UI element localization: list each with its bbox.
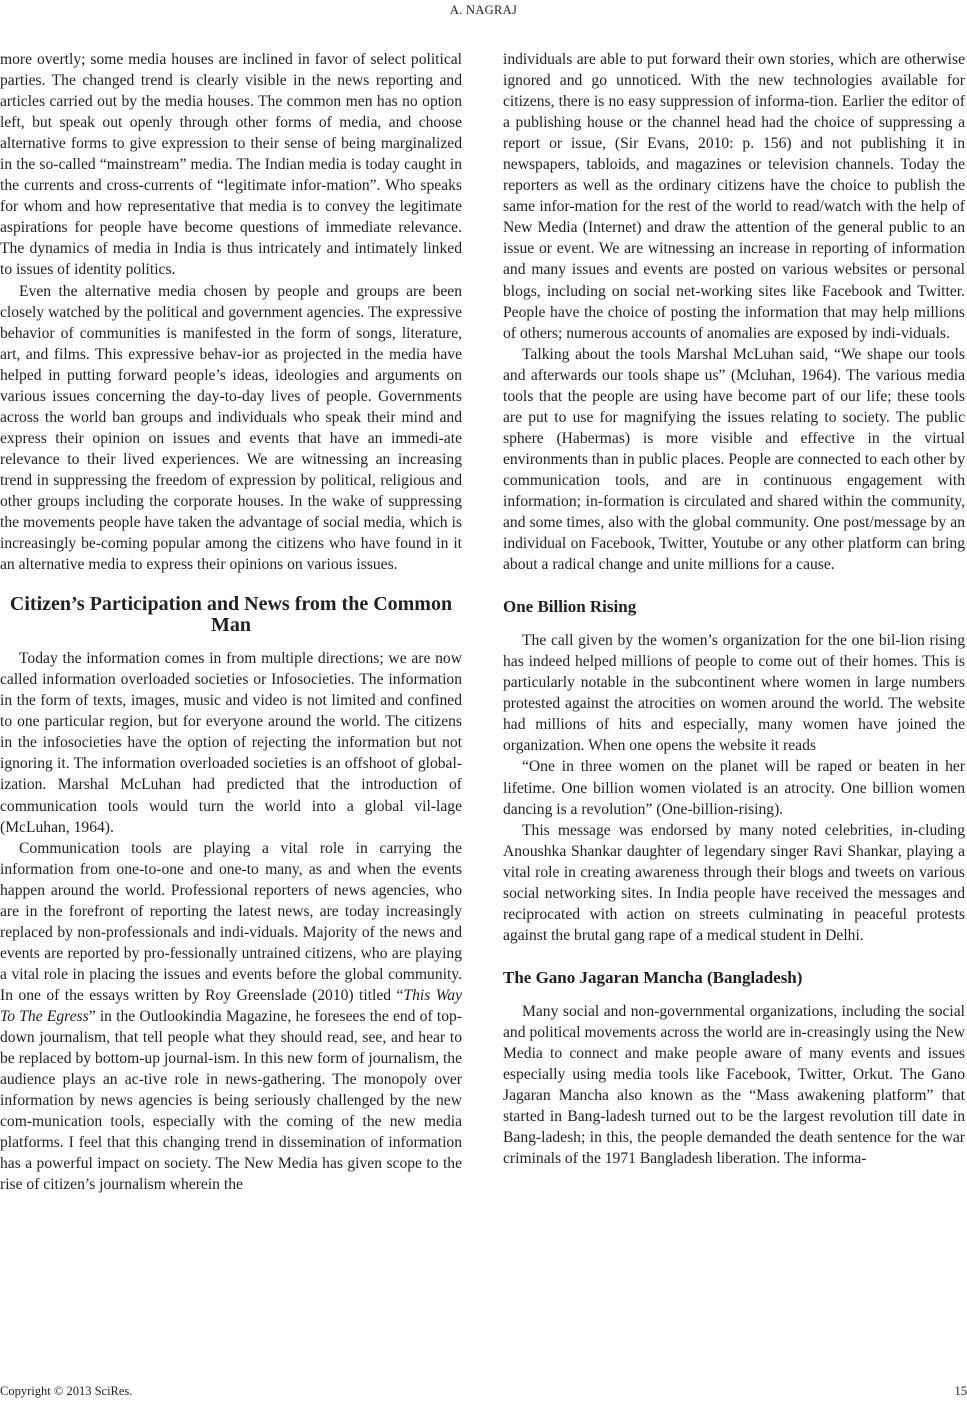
right-column [503,49,965,1169]
right-paragraph-5: This message was endorsed by many noted celebrities, in-cluding Anoushka Shankar daughter of legendary singer Ravi Shankar, playing a vital role in creating awareness through their blogs and tweets on various social networking sites. In India people have received the messages and reciprocated with action on streets culminating in peaceful protests against the brutal gang rape of a medical student in Delhi. [503,821,965,944]
running-head: A. NAGRAJ [449,3,518,17]
right-paragraph-4-quote: “One in three women on the planet will be raped or beaten in her lifetime. One billion women violated is an atrocity. One billion women dancing is a revolution” (One-billion-rising). [503,758,965,818]
right-paragraph-6: Many social and non-governmental organizations, including the social and political movements across the world are in-creasingly using the New Media to connect and make people aware of many events and issues especially using media tools like Facebook, Twitter, Orkut. The Gano Jagaran Mancha also known as the “Mass awakening platform” that started in Bang-ladesh turned out to be the largest revolution till date in Bang-ladesh; in this, the people demanded the death sentence for the war criminals of the 1971 Bangladesh liberation. The informa- [503,1002,965,1168]
subsection-title-one-billion-rising: One Billion Rising [503,597,637,617]
right-paragraph-3: The call given by the women’s organization for the one bil-lion rising has indeed helped millions of people to come out of their homes. This is particularly notable in the subcontinent where women in large numbers protested against the atrocities on women around the world. The website had millions of hits and especially, many women have joined the organization. When one opens the website it reads [503,632,965,755]
left-paragraph-4-part-b: ” in the Outlookindia Magazine, he foresees the end of top-down journalism, that tell people what they should read, see, and hear to be replaced by bottom-up journal-ism. In this new form of journalism, the audience plays an ac-tive role in news-gathering. The monopoly over information by news agencies is being seriously challenged by the new com-munication tools, especially with the coming of the new media platforms. I feel that this changing trend in dissemination of information has a powerful impact on society. The New Media has given scope to the rise of citizen’s journalism wherein the [0,1007,462,1194]
left-paragraph-4 [0,838,462,1196]
subsection-title-gano-jagaran: The Gano Jagaran Mancha (Bangladesh) [503,967,803,987]
essay-title: This Way To The Egress [0,986,462,1025]
right-paragraph-1: individuals are able to put forward their own stories, which are otherwise ignored and go unnoticed. With the new technologies available for citizens, there is no easy suppression of informa-tion. Earlier the editor of a publishing house or the channel head had the choice of suppressing a report or issue, (Sir Evans, 2010: p. 156) and not publishing it in newspapers, tabloids, and magazines or television channels. Today the reporters as well as the ordinary citizens have the choice to publish the same infor-mation for the rest of the world to read/watch with the help of New Media (Internet) and draw the attention of the general public to an issue or event. We are witnessing an increase in reporting of information and many issues and events are posted on various websites or personal blogs, including on social net-working sites like Facebook and Twitter. People have the choice of posting the information that may help millions of others; numerous accounts of anomalies are exposed by indi-viduals. [503,51,965,342]
copyright-notice: Copyright © 2013 SciRes. [0,1384,133,1398]
section-title: Citizen’s Participation and News from the Common Man [9,593,453,637]
page-number: 15 [954,1384,967,1398]
left-paragraph-4-part-a: Communication tools are playing a vital role in carrying the information from one-to-one and one-to many, as and when the events happen around the world. Professional reporters of news agencies, who are in the forefront of reporting the latest news, are today increasingly replaced by non-professionals and indi-viduals. Majority of the news and events are reported by pro-fessionally untrained citizens, who are playing a vital role in placing the issues and events before the global community. In one of the essays written by Roy Greenslade (2010) titled “ [0,839,462,1004]
left-column [0,49,462,1195]
right-paragraph-2: Talking about the tools Marshal McLuhan said, “We shape our tools and afterwards our tools shape us” (Mcluhan, 1964). The various media tools that the people are using have become part of our life; these tools are put to use for magnifying the issues relating to society. The public sphere (Habermas) is more visible and effective in the virtual environments than in public places. People are connected to each other by communication tools, and are in continuous engagement with information; in-formation is circulated and shared within the community, and some times, also with the global community. One post/message by an individual on Facebook, Twitter, Youtube or any other platform can bring about a radical change and unite millions for a cause. [503,345,965,574]
left-paragraph-2: Even the alternative media chosen by people and groups are been closely watched by the political and government agencies. The expressive behavior of communities is manifested in the form of songs, literature, art, and films. This expressive behav-ior as projected in the media have helped in putting forward people’s ideas, ideologies and arguments on various issues concerning the day-to-day lives of people. Governments across the world ban groups and individuals who speak their mind and express their opinion on issues and events that have an immedi-ate relevance to their lived experiences. We are witnessing an increasing trend in suppressing the freedom of expression by political, religious and other groups including the corporate houses. In the wake of suppressing the movements people have taken the advantage of social media, which is increasingly be-coming popular among the citizens who have found in it an alternative media to express their opinions on various issues. [0,282,462,574]
left-paragraph-3: Today the information comes in from multiple directions; we are now called information overloaded societies or Infosocieties. The information in the form of texts, images, music and video is not limited and confined to one particular region, but for everyone around the world. The citizens in the infosocieties have the option of rejecting the information but not ignoring it. The information overloaded societies is an offshoot of global-ization. Marshal McLuhan had predicted that the introduction of communication tools would turn the world into a global vil-lage (McLuhan, 1964). [0,650,462,836]
left-paragraph-1: more overtly; some media houses are inclined in favor of select political parties. The changed trend is clearly visible in the news reporting and articles carried out by the media houses. The common men has no option left, but speak out openly through other forms of media, and choose alternative forms to give expression to their sense of being marginalized in the so-called “mainstream” media. The Indian media is today caught in the currents and cross-currents of “legitimate infor-mation”. Who speaks for whom and how representative that media is to convey the legitimate aspirations for people have become questions of immediate relevance. The dynamics of media in India is thus intricately and intimately linked to issues of identity politics. [0,51,462,279]
